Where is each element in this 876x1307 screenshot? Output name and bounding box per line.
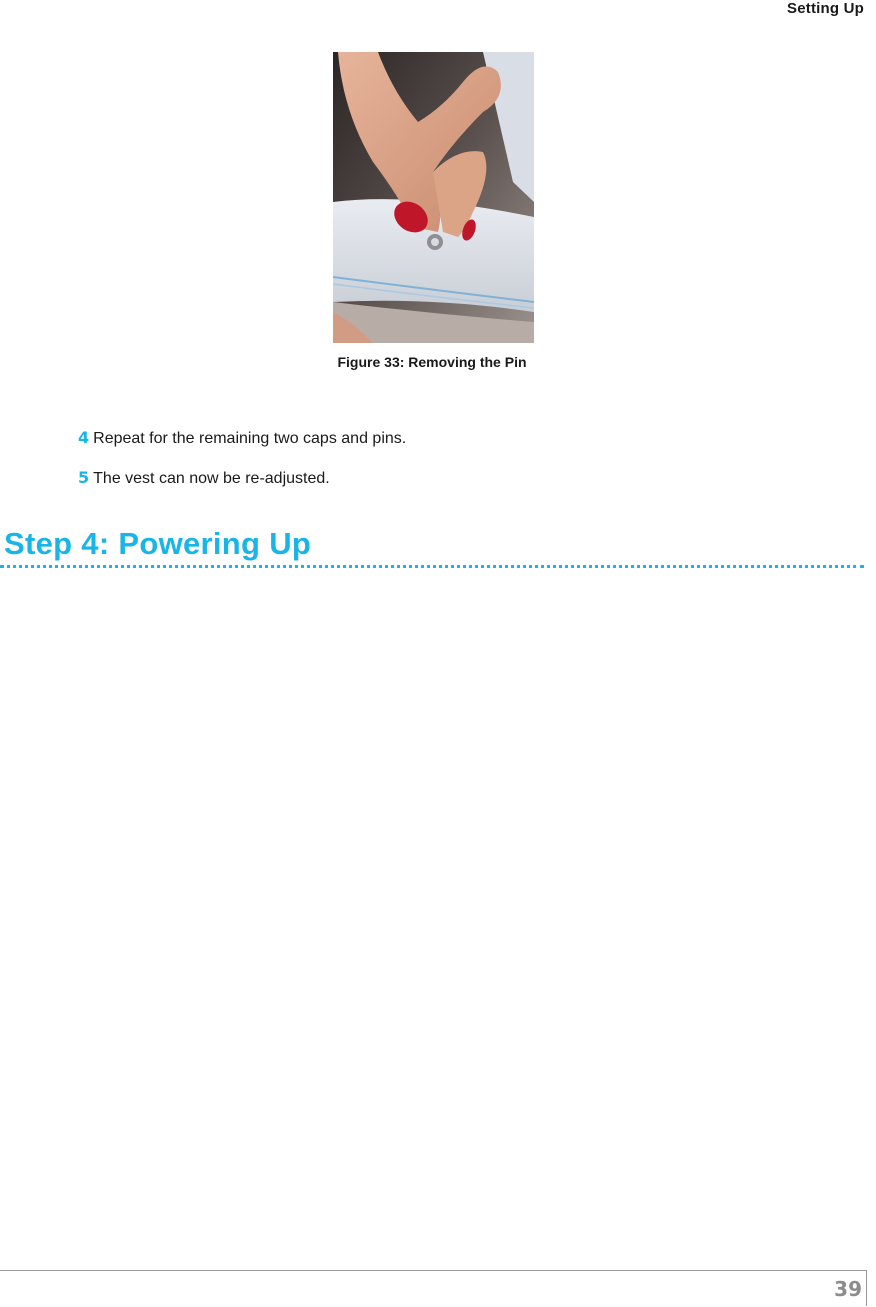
figure-photo-removing-pin [333,52,534,343]
running-header: Setting Up [787,0,864,17]
figure-caption: Figure 33: Removing the Pin [337,354,527,370]
section-heading: Step 4: Powering Up [4,526,312,561]
step-number: 4 [78,428,90,447]
step-number: 5 [78,468,90,487]
step-text: Repeat for the remaining two caps and pins. [93,430,407,447]
footer-divider [0,1270,866,1271]
page-number: 39 [834,1277,862,1301]
step-text: The vest can now be re-adjusted. [93,470,330,487]
footer-divider-vertical [866,1270,867,1306]
step-item [78,428,406,448]
heading-divider [0,565,864,568]
step-item [78,468,330,488]
